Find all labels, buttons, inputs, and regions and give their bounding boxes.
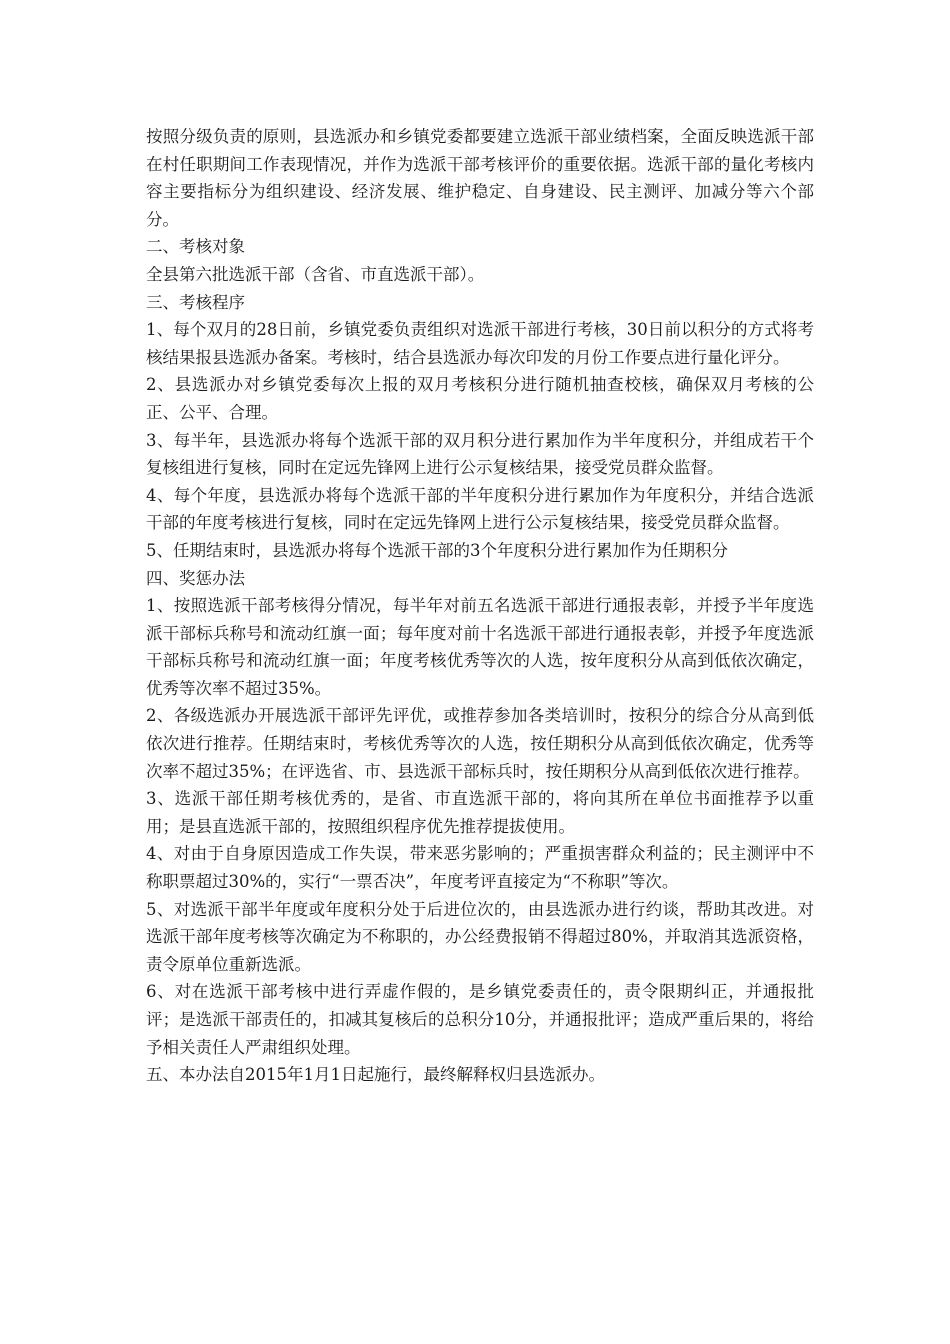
paragraph-procedure-2: 2、县选派办对乡镇党委每次上报的双月考核积分进行随机抽查校核，确保双月考核的公正、公平、合理。 xyxy=(146,375,814,422)
paragraph-procedure-3: 3、每半年，县选派办将每个选派干部的双月积分进行累加作为半年度积分，并组成若干个复核组进行复核，同时在定远先锋网上进行公示复核结果，接受党员群众监督。 xyxy=(146,430,814,478)
document-body xyxy=(146,123,814,1089)
heading-assessment-targets: 二、考核对象 xyxy=(146,237,245,257)
paragraph-archive-intro: 按照分级负责的原则，县选派办和乡镇党委都要建立选派干部业绩档案，全面反映选派干部在村任职期间工作表现情况，并作为选派干部考核评价的重要依据。选派干部的量化考核内容主要指标分为组织建设、经济发展、维护稳定、自身建设、民主测评、加减分等六个部分。 xyxy=(146,127,814,229)
paragraph-rewards-3: 3、选派干部任期考核优秀的，是省、市直选派干部的，将向其所在单位书面推荐予以重用；是县直选派干部的，按照组织程序优先推荐提拔使用。 xyxy=(146,789,814,836)
paragraph-procedure-5: 5、任期结束时，县选派办将每个选派干部的3个年度积分进行累加作为任期积分 xyxy=(146,540,728,560)
paragraph-procedure-4: 4、每个年度，县选派办将每个选派干部的半年度积分进行累加作为年度积分，并结合选派干部的年度考核进行复核，同时在定远先锋网上进行公示复核结果，接受党员群众监督。 xyxy=(146,485,814,533)
heading-assessment-procedure: 三、考核程序 xyxy=(146,292,245,312)
paragraph-procedure-1: 1、每个双月的28日前，乡镇党委负责组织对选派干部进行考核，30日前以积分的方式将考核结果报县选派办备案。考核时，结合县选派办每次印发的月份工作要点进行量化评分。 xyxy=(146,320,814,367)
paragraph-rewards-4: 4、对由于自身原因造成工作失误，带来恶劣影响的；严重损害群众利益的；民主测评中不称职票超过30%的，实行“一票否决”，年度考评直接定为“不称职”等次。 xyxy=(146,844,814,892)
paragraph-rewards-5: 5、对选派干部半年度或年度积分处于后进位次的，由县选派办进行约谈，帮助其改进。对选派干部年度考核等次确定为不称职的，办公经费报销不得超过80%，并取消其选派资格，责令原单位重新选派。 xyxy=(146,899,814,974)
paragraph-rewards-6: 6、对在选派干部考核中进行弄虚作假的，是乡镇党委责任的，责令限期纠正，并通报批评；是选派干部责任的，扣减其复核后的总积分10分，并通报批评；造成严重后果的，将给予相关责任人严肃组织处理。 xyxy=(146,982,814,1057)
paragraph-effective-date: 五、本办法自2015年1月1日起施行，最终解释权归县选派办。 xyxy=(146,1065,605,1085)
paragraph-rewards-1: 1、按照选派干部考核得分情况，每半年对前五名选派干部进行通报表彰，并授予半年度选派干部标兵称号和流动红旗一面；每年度对前十名选派干部进行通报表彰，并授予年度选派干部标兵称号和流动红旗一面；年度考核优秀等次的人选，按年度积分从高到低依次确定，优秀等次率不超过35%。 xyxy=(146,596,814,698)
heading-rewards-penalties: 四、奖惩办法 xyxy=(146,568,245,588)
paragraph-rewards-2: 2、各级选派办开展选派干部评先评优，或推荐参加各类培训时，按积分的综合分从高到低依次进行推荐。任期结束时，考核优秀等次的人选，按任期积分从高到低依次确定，优秀等次率不超过35%；在评选省、市、县选派干部标兵时，按任期积分从高到低依次进行推荐。 xyxy=(146,706,814,781)
paragraph-targets: 全县第六批选派干部（含省、市直选派干部）。 xyxy=(146,264,485,284)
